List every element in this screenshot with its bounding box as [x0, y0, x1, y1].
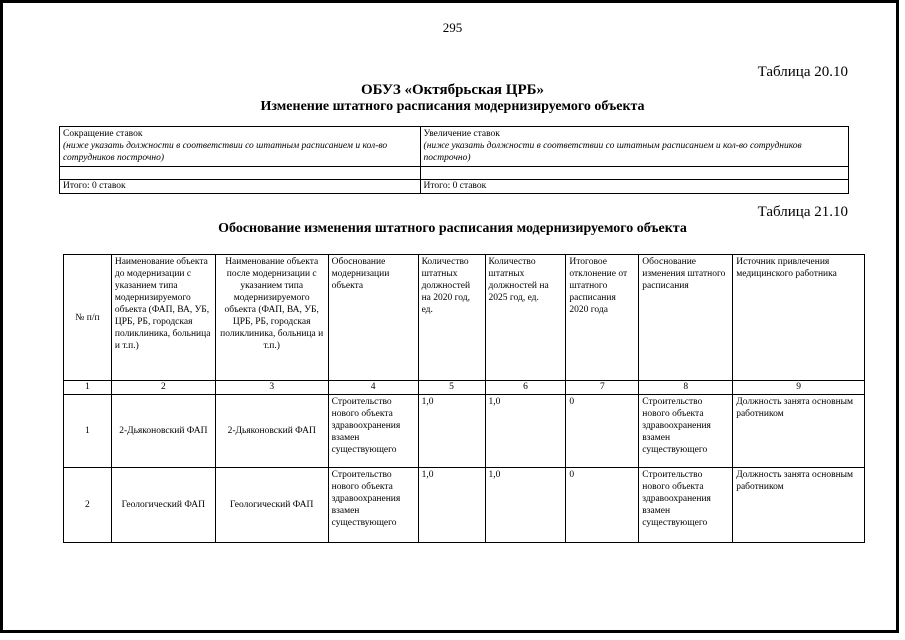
- table-row: [60, 167, 849, 180]
- column-number: 6: [485, 381, 566, 395]
- positions-2025: 1,0: [485, 395, 566, 468]
- column-number: 2: [111, 381, 215, 395]
- column-number: 3: [215, 381, 328, 395]
- column-header: Наименование объекта до модернизации с указанием типа модернизируемого объекта (ФАП, ВА, УБ, ЦРБ, РБ, городская поликлиника, больница и т.п.): [111, 255, 215, 381]
- table-row: [64, 395, 865, 468]
- column-number: 1: [64, 381, 112, 395]
- table-row: [64, 468, 865, 543]
- deviation: 0: [566, 395, 639, 468]
- positions-2020: 1,0: [418, 395, 485, 468]
- object-before: Геологический ФАП: [111, 468, 215, 543]
- organization-title: ОБУЗ «Октябрьская ЦРБ»: [360, 82, 545, 98]
- positions-2020: 1,0: [418, 468, 485, 543]
- change-justification: Строительство нового объекта здравоохранения взамен существующего: [639, 395, 733, 468]
- justification-title: Обоснование изменения штатного расписания модернизируемого объекта: [218, 221, 687, 236]
- column-header: Итоговое отклонение от штатного расписания 2020 года: [566, 255, 639, 381]
- table-row: [60, 180, 849, 194]
- column-header: Источник привлечения медицинского работника: [733, 255, 865, 381]
- column-header: Наименование объекта после модернизации с указанием типа модернизируемого объекта (ФАП, ВА, УБ, ЦРБ, РБ, городская поликлиника, больница и т.п.): [215, 255, 328, 381]
- page-number: 295: [442, 20, 463, 35]
- modernization-justification: Строительство нового объекта здравоохранения взамен существующего: [328, 395, 418, 468]
- column-header: Обоснование изменения штатного расписания: [639, 255, 733, 381]
- positions-2025: 1,0: [485, 468, 566, 543]
- column-number: 8: [639, 381, 733, 395]
- column-number: 5: [418, 381, 485, 395]
- modernization-justification: Строительство нового объекта здравоохранения взамен существующего: [328, 468, 418, 543]
- staff-rates-table: [59, 126, 849, 194]
- rates-reduction-header: Сокращение ставок: [63, 129, 143, 139]
- column-header: Количество штатных должностей на 2025 год, ед.: [485, 255, 566, 381]
- justification-table: [63, 254, 865, 543]
- column-header: Количество штатных должностей на 2020 год, ед.: [418, 255, 485, 381]
- header-row: [64, 255, 865, 381]
- object-after: Геологический ФАП: [215, 468, 328, 543]
- row-number: 1: [64, 395, 112, 468]
- table-row: [60, 127, 849, 167]
- worker-source: Должность занята основным работником: [733, 468, 865, 543]
- worker-source: Должность занята основным работником: [733, 395, 865, 468]
- table-20-10-label: Таблица 20.10: [757, 64, 848, 80]
- row-number: 2: [64, 468, 112, 543]
- staffing-change-title: Изменение штатного расписания модернизируемого объекта: [260, 99, 645, 114]
- column-number: 9: [733, 381, 865, 395]
- rates-increase-cell: [420, 127, 848, 167]
- table-21-10-label: Таблица 21.10: [757, 204, 848, 220]
- column-number: 4: [328, 381, 418, 395]
- column-number: 7: [566, 381, 639, 395]
- deviation: 0: [566, 468, 639, 543]
- rates-reduction-note: (ниже указать должности в соответствии со штатным расписанием и кол-во сотрудников построчно): [63, 141, 388, 163]
- increase-total: Итого: 0 ставок: [420, 180, 848, 194]
- object-after: 2-Дьяконовский ФАП: [215, 395, 328, 468]
- change-justification: Строительство нового объекта здравоохранения взамен существующего: [639, 468, 733, 543]
- rates-increase-header: Увеличение ставок: [423, 129, 500, 139]
- reduction-total: Итого: 0 ставок: [60, 180, 421, 194]
- column-number-row: [64, 381, 865, 395]
- column-header: Обоснование модернизации объекта: [328, 255, 418, 381]
- rates-reduction-cell: [60, 127, 421, 167]
- rates-increase-note: (ниже указать должности в соответствии со штатным расписанием и кол-во сотрудников построчно): [423, 141, 802, 163]
- empty-cell: [60, 167, 421, 180]
- column-header: № п/п: [64, 255, 112, 381]
- object-before: 2-Дьяконовский ФАП: [111, 395, 215, 468]
- empty-cell: [420, 167, 848, 180]
